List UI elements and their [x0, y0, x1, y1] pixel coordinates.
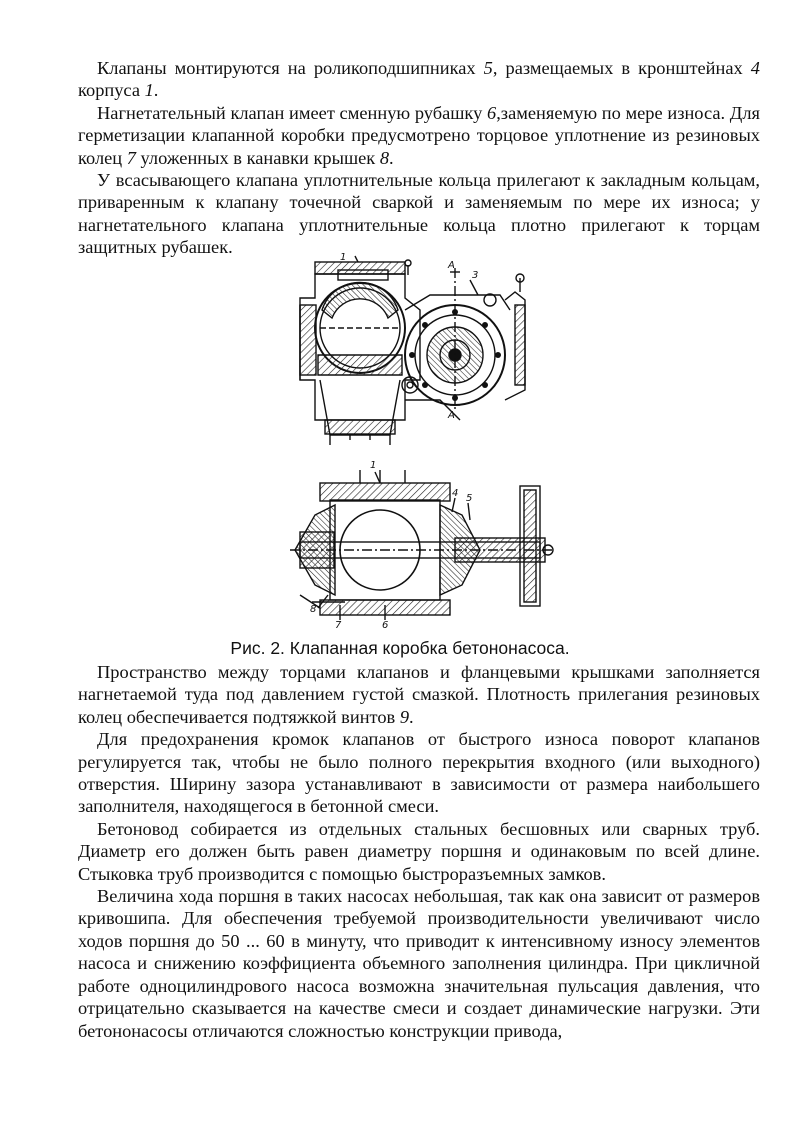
top-text-block [78, 57, 760, 259]
section-label: А [448, 260, 455, 271]
part-label: 1 [370, 460, 377, 471]
ref-number: 8 [379, 147, 390, 168]
text-run: Величина хода поршня в таких насосах небольшая, так как она зависит от размеров кривошипа. Для обеспечения требуемой производительности увеличивают число ходов поршня до 50 ... 60 в минуту, что приводит к интенсивному износу элементов насоса и снижению коэффициента объемного заполнения цилиндра. При цикличной работе одноцилиндрового насоса возможна значительная пульсация давления, что отрицательно сказывается на качестве смеси и создает динамические нагрузки. Эти бетононасосы отличаются сложностью конструкции привода, [78, 886, 760, 1041]
part-label: 8 [310, 604, 317, 615]
text-run: Бетоновод собирается из отдельных стальных бесшовных или сварных труб. Диаметр его должен быть равен диаметру поршня и одинаковым по всей длине. Стыковка труб производится с помощью быстроразъемных замков. [78, 818, 760, 884]
valve-box-drawing [0, 250, 800, 635]
part-label: 5 [466, 493, 473, 504]
figure-caption: Рис. 2. Клапанная коробка бетононасоса. [230, 638, 570, 658]
text-run: корпуса [78, 80, 145, 101]
ref-number: 7 [126, 147, 136, 168]
text-run: . [153, 80, 159, 101]
paragraph-piston-stroke [78, 885, 760, 1042]
upper-section-view [300, 256, 525, 445]
part-label: 6 [382, 620, 389, 631]
text-run: Пространство между торцами клапанов и фланцевыми крышками заполняется нагнетаемой туда под давлением густой смазкой. Плотность прилегания резиновых колец обеспечивается подтяжкой винтов [78, 662, 760, 727]
part-label: 4 [452, 488, 459, 499]
text-run: ,заменяемую по мере износа. Для герметизации клапанной коробки предусмотрено торцовое уплотнение из резиновых колец [78, 102, 760, 168]
ref-number: 5 [483, 58, 493, 78]
text-run: . [409, 706, 414, 727]
bottom-text-block [78, 661, 760, 1042]
part-label: 7 [335, 620, 342, 631]
ref-number: 6 [487, 102, 497, 123]
paragraph-valve-edges [78, 728, 760, 818]
paragraph-jacket [78, 102, 760, 169]
section-label: А [448, 410, 455, 421]
text-run: Клапаны монтируются на роликоподшипниках [97, 58, 484, 78]
text-run: уложенных в канавки крышек [135, 147, 380, 168]
text-run: У всасывающего клапана уплотнительные кольца прилегают к закладным кольцам, приваренным к клапану точечной сваркой и заменяемым по мере их износа; у нагнетательного клапана уплотнительные кольца плотно прилегают к торцам защитных рубашек. [78, 170, 760, 258]
text-run: Для предохранения кромок клапанов от быстрого износа поворот клапанов регулируется так, чтобы не было полного перекрытия входного (или выходного) отверстия. Ширину зазора устанавливают в зависимости от размера наибольшего заполнителя, находящегося в бетонной смеси. [78, 729, 760, 817]
paragraph-sealing-rings [78, 169, 760, 259]
part-label: 1 [340, 252, 347, 263]
paragraph-grease [78, 661, 760, 728]
part-label: 3 [472, 270, 479, 281]
paragraph-bearings [78, 57, 760, 102]
lower-section-view [290, 470, 555, 620]
text-run: , размещаемых в кронштейнах [492, 58, 751, 78]
ref-number: 1 [144, 80, 154, 101]
valve-box-figure [0, 250, 800, 635]
ref-number: 9 [399, 706, 410, 727]
paragraph-pipeline [78, 818, 760, 885]
text-run: . [389, 147, 394, 168]
ref-number: 4 [750, 58, 760, 78]
text-run: Нагнетательный клапан имеет сменную рубашку [97, 102, 487, 123]
